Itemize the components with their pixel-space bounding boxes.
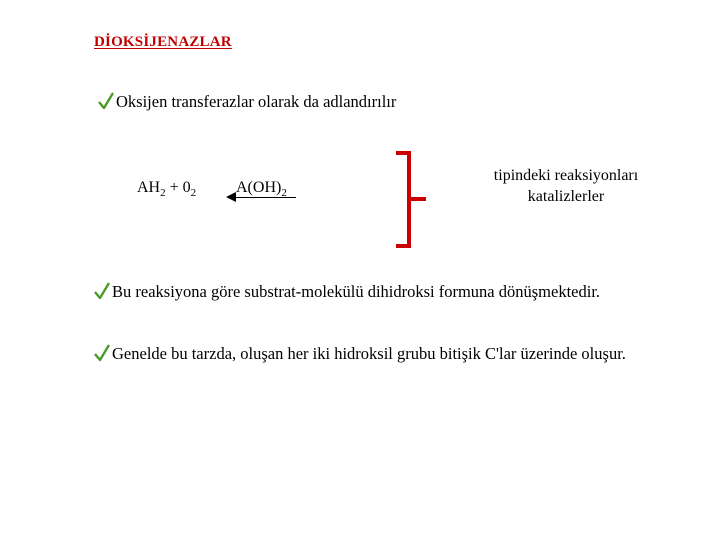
bullet-text: Genelde bu tarzda, oluşan her iki hidroksil grubu bitişik C'lar üzerinde oluşur. — [112, 344, 626, 363]
description-line-1: tipindeki reaksiyonları — [493, 167, 639, 184]
description-line-2: katalizlerler — [527, 188, 605, 205]
bullet-item-3 — [94, 344, 626, 367]
bullet-text: Oksijen transferazlar olarak da adlandırılır — [116, 92, 397, 111]
reaction-arrow-head — [226, 192, 236, 202]
reaction-arrow-line — [236, 197, 296, 198]
checkmark-icon — [94, 344, 110, 367]
right-bracket-icon — [392, 150, 432, 250]
checkmark-icon — [98, 92, 114, 115]
checkmark-icon — [94, 282, 110, 305]
bullet-text: Bu reaksiyona göre substrat-molekülü dihidroksi formuna dönüşmektedir. — [112, 282, 601, 301]
bullet-item-2 — [94, 282, 600, 305]
reaction-description — [478, 165, 654, 207]
page-title: DİOKSİJENAZLAR — [94, 34, 232, 50]
product-formula: $A(OH)_2$ — [236, 179, 287, 199]
bullet-item-1 — [98, 92, 396, 115]
reactant-formula: $AH_2 + 0_2$ — [137, 179, 197, 199]
